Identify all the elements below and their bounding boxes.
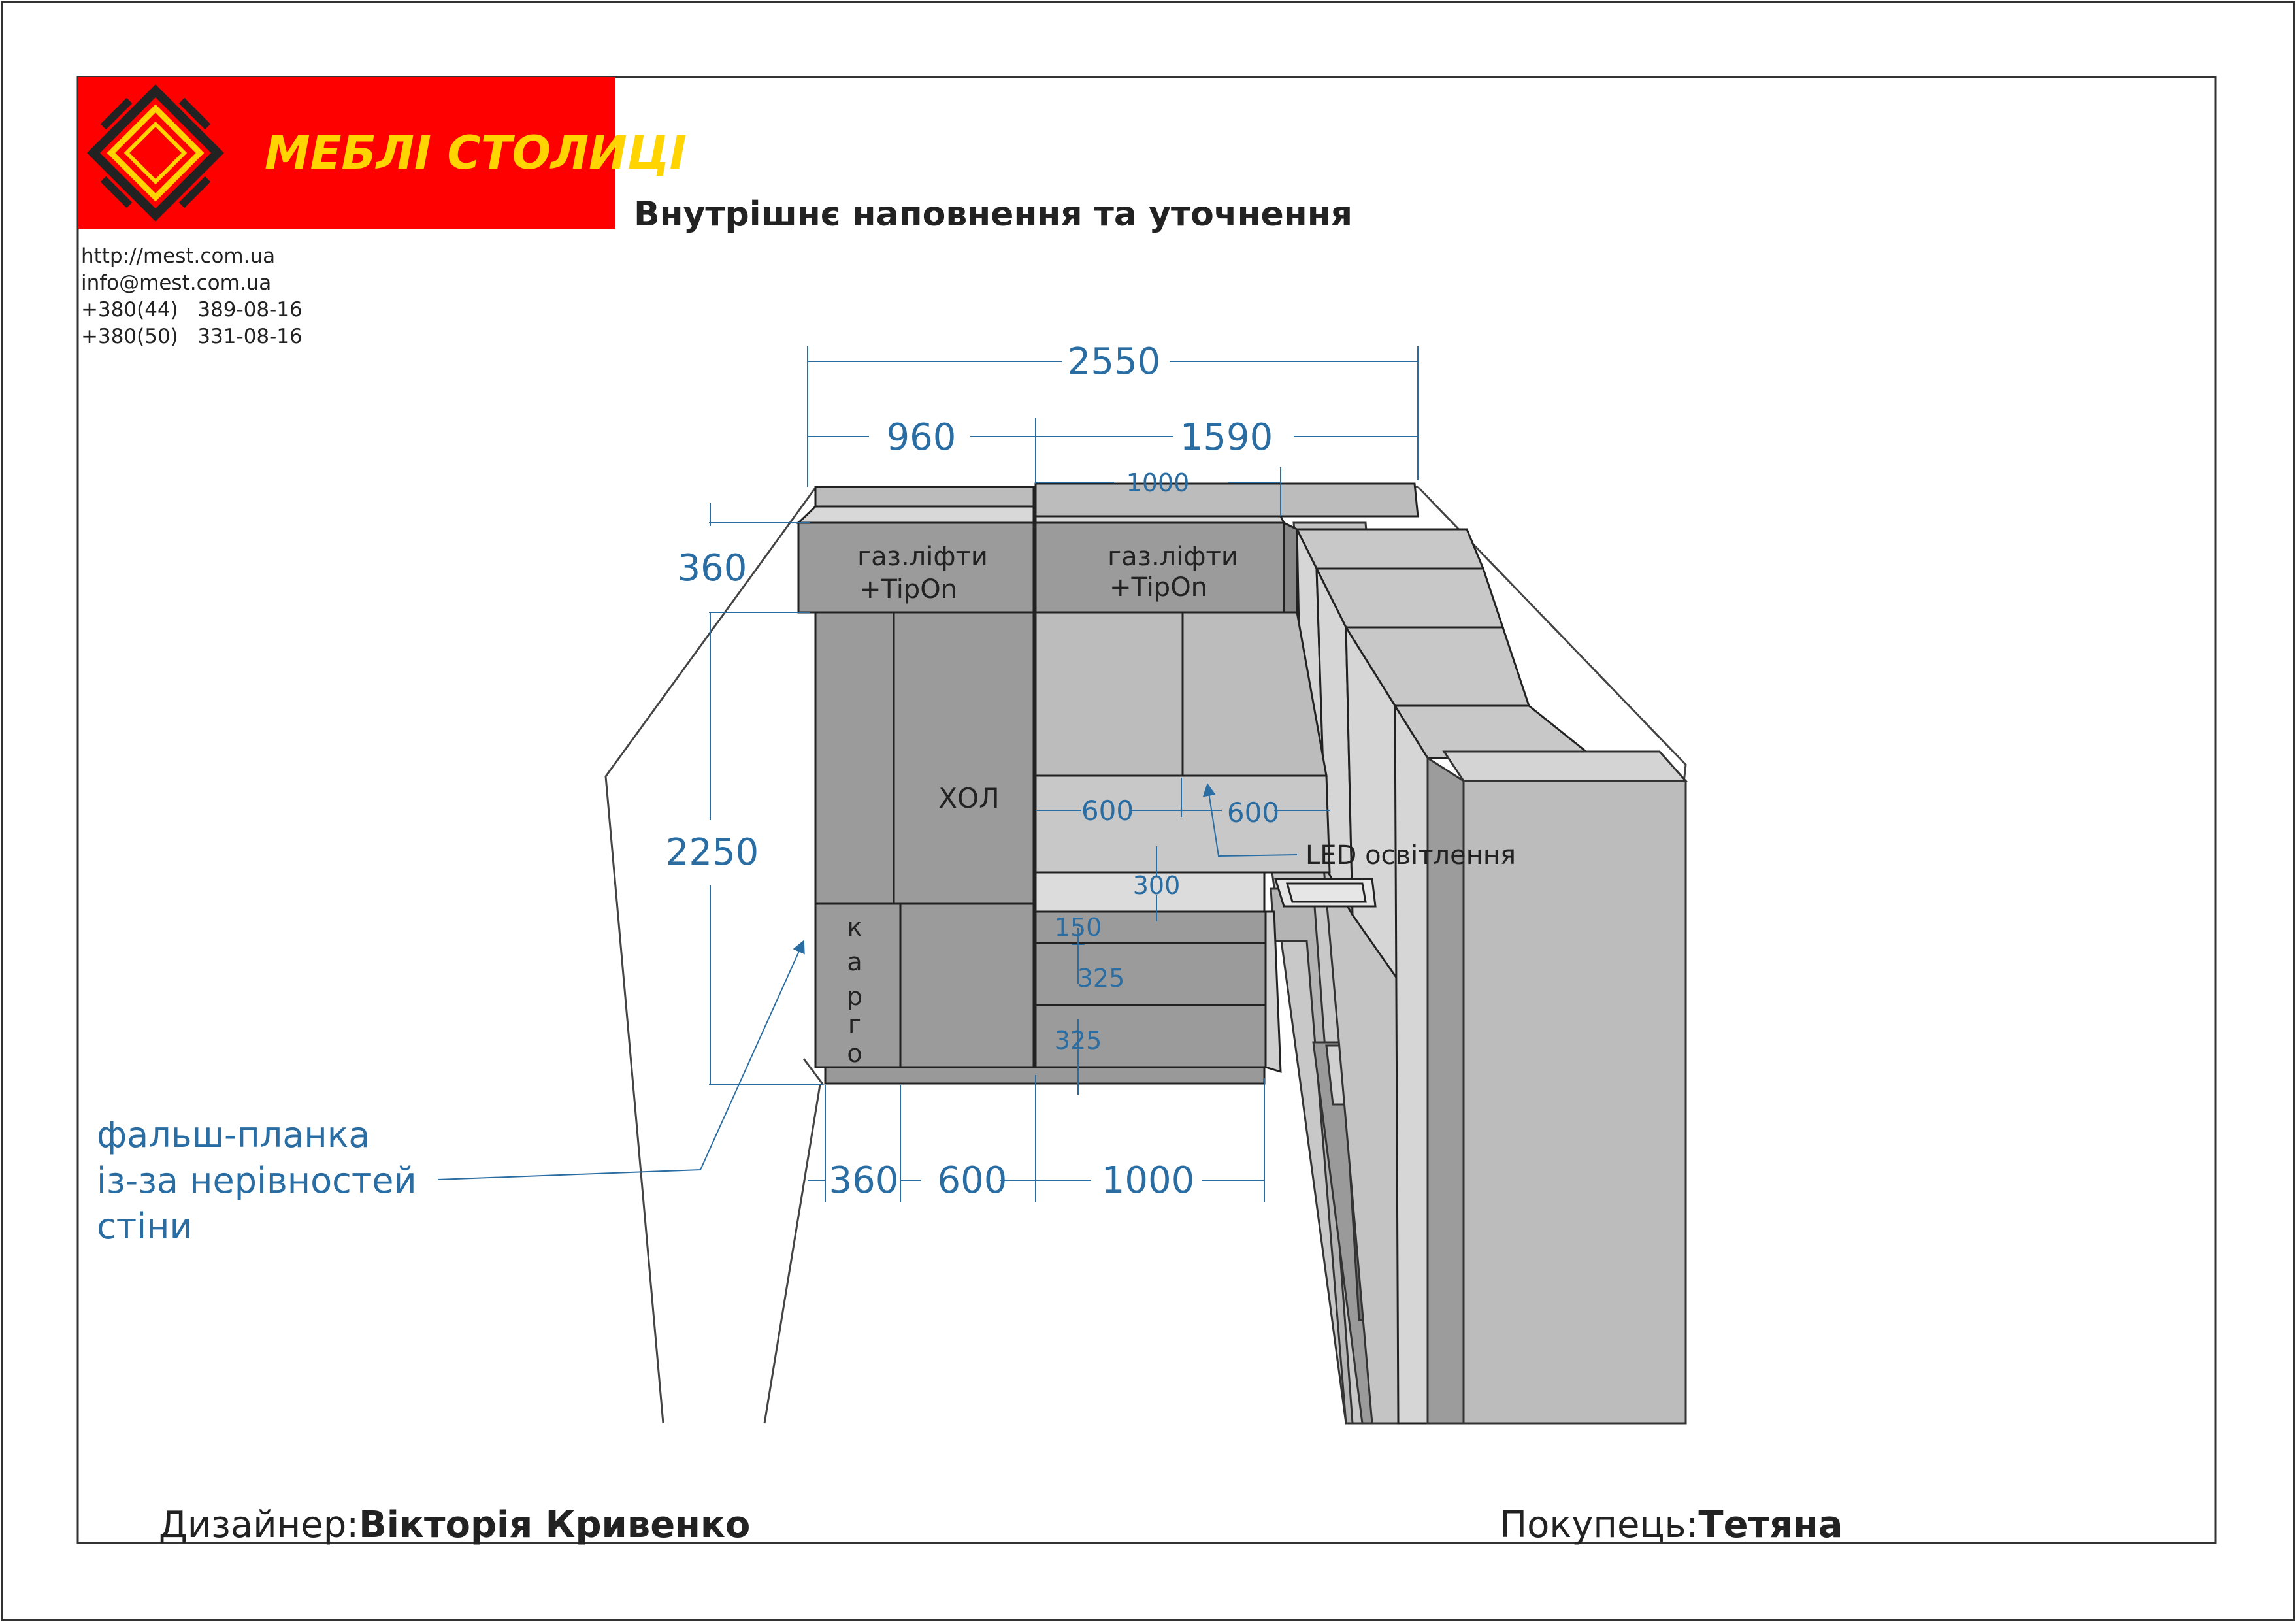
floor-line: [764, 1085, 820, 1423]
dim-360-upper: 360: [677, 547, 747, 589]
cargo-letter: о: [847, 1039, 862, 1068]
footer: [159, 1504, 1843, 1546]
dim-2550: 2550: [1067, 340, 1161, 383]
cargo-letter: к: [847, 913, 862, 942]
dim-2250: 2250: [665, 831, 759, 874]
tall-cabinet-fridge: [894, 612, 1034, 904]
dim-drawer-bottom: 325: [1054, 1026, 1102, 1055]
website-link[interactable]: http://mest.com.ua: [81, 244, 276, 268]
led-label: LED освітлення: [1305, 840, 1517, 870]
brand-name: МЕБЛІ СТОЛИЦІ: [265, 126, 687, 180]
gas-lift-label-1b: +TipOn: [859, 574, 958, 604]
dim-bottom-600: 600: [937, 1159, 1008, 1202]
backsplash: [1036, 776, 1330, 872]
dim-960: 960: [886, 416, 957, 459]
dim-drawer-mid: 325: [1077, 964, 1125, 993]
filler-note-line1: фальш-планка: [97, 1114, 370, 1155]
cargo-label: [847, 913, 862, 1068]
logo-block: [78, 77, 687, 229]
gas-lift-label-2b: +TipOn: [1109, 572, 1208, 603]
designer-line: [159, 1504, 750, 1546]
dim-shelf-right: 600: [1226, 797, 1280, 829]
phone-1: +380(44) 389-08-16: [81, 298, 303, 322]
dim-shelf-left: 600: [1081, 795, 1134, 827]
cargo-letter: а: [847, 948, 862, 976]
contacts: [81, 243, 303, 350]
cargo-letter: р: [846, 982, 863, 1011]
base-cabinet-left: [900, 904, 1034, 1067]
dim-niche: 300: [1132, 871, 1181, 900]
phone-2: +380(50) 331-08-16: [81, 325, 303, 348]
fridge-label: ХОЛ: [938, 782, 1000, 814]
gas-lift-label-1: газ.ліфти: [857, 542, 988, 572]
filler-note: [97, 1114, 417, 1247]
plinth: [825, 1067, 1264, 1084]
email-link[interactable]: info@mest.com.ua: [81, 271, 272, 295]
dim-bottom-360: 360: [828, 1159, 899, 1202]
designer-label: Дизайнер:: [159, 1504, 359, 1546]
drawer-middle: [1036, 943, 1266, 1005]
dim-1590: 1590: [1179, 416, 1273, 459]
filler-note-line2: із-за нерівностей: [97, 1160, 417, 1201]
filler-note-line3: стіни: [97, 1206, 193, 1247]
dim-drawer-top: 150: [1054, 913, 1102, 942]
gas-lift-label-2: газ.ліфти: [1107, 542, 1238, 572]
page-title: Внутрішнє наповнення та уточнення: [633, 195, 1353, 234]
cargo-letter: г: [848, 1010, 861, 1038]
tall-cabinet-left: [815, 612, 894, 904]
wall-cabinet-a: [1036, 612, 1183, 776]
dim-bottom-1000: 1000: [1101, 1159, 1195, 1202]
customer-name: Тетяна: [1698, 1504, 1843, 1546]
customer-label: Покупець:: [1500, 1504, 1699, 1546]
dim-1000-upper: 1000: [1126, 469, 1190, 497]
customer-line: [1500, 1504, 1843, 1546]
designer-name: Вікторія Кривенко: [359, 1504, 751, 1546]
